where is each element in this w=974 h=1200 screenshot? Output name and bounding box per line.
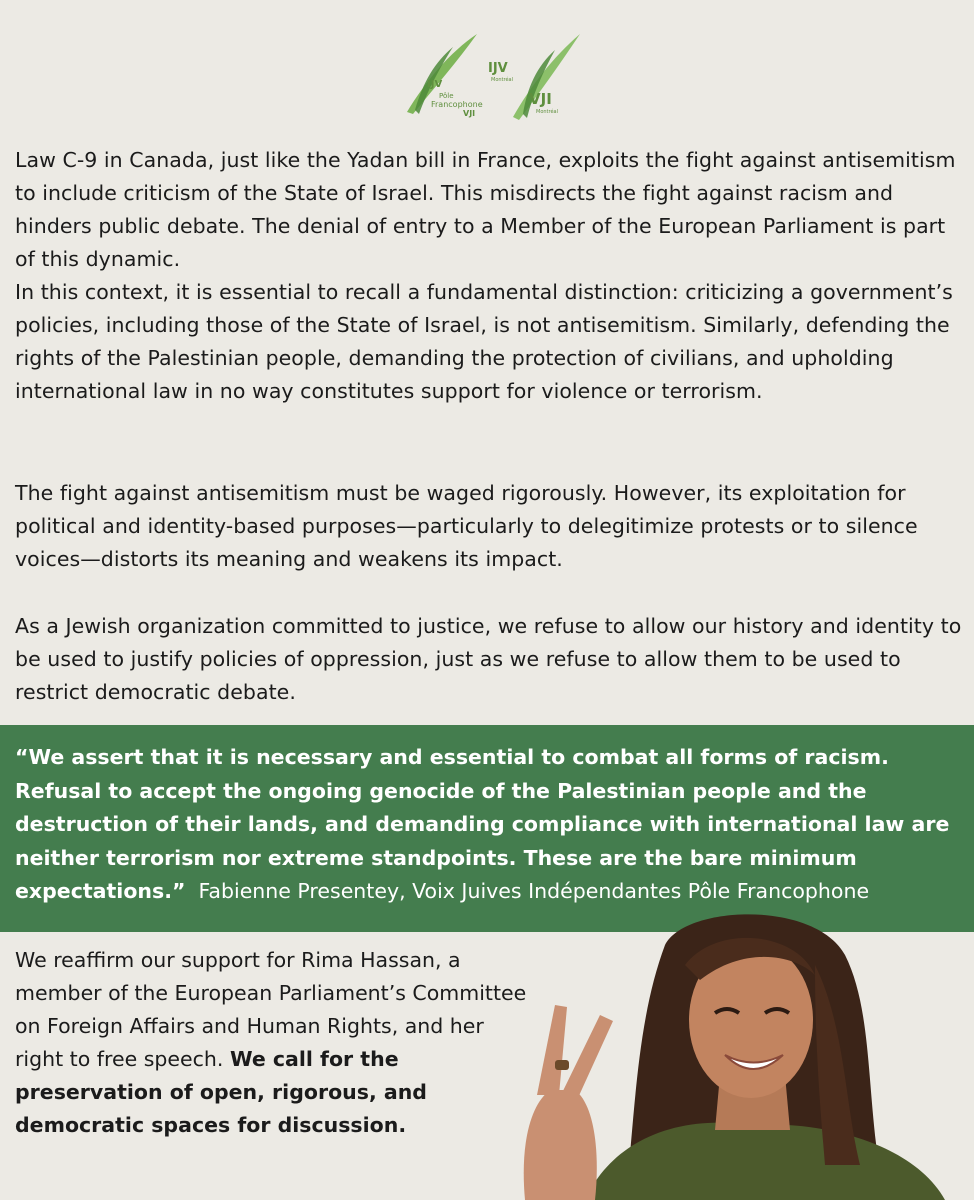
intro-text-part1: Law C-9 in Canada, just like the Yadan bill in France, exploits the fight against antisemitism to include criticism of the State of Israel. This misdirects the fight against racism and hinders public debate. The denial of entry to a Member of the European Parliament is part of this dynamic. <box>15 148 956 271</box>
quote-block <box>15 741 965 909</box>
quote-text: “We assert that it is necessary and essential to combat all forms of racism. Refusal to accept the ongoing genocide of the Palestinian people and the destruction of their lands, and demanding compliance with international law are neither terrorism nor extreme standpoints. These are the bare minimum expectations.” <box>15 745 950 903</box>
logo-right-acronym-bottom: VJI <box>529 90 552 108</box>
intro-text-part2: In this context, it is essential to recall a fundamental distinction: criticizing a government’s policies, including those of the State of Israel, is not antisemitism. Similarly, defending the rights of the Palestinian people, demanding the protection of civilians, and upholding international law in no way constitutes support for violence or terrorism. <box>15 280 953 403</box>
organization-logos <box>395 22 595 132</box>
logo-right-acronym-top: IJV <box>488 61 508 76</box>
closing-regular-text: We reaffirm our support for Rima Hassan, a member of the European Parliament’s Committee on Foreign Affairs and Human Rights, and her right to free speech. <box>15 948 527 1071</box>
portrait-photo <box>515 905 974 1200</box>
quote-banner <box>0 725 974 932</box>
closing-paragraph <box>15 944 535 1142</box>
logo-right-small-top: Montréal <box>491 77 513 83</box>
logo-left-line3: VJI <box>463 109 476 118</box>
closing-bold-text: We call for the preservation of open, rigorous, and democratic spaces for discussion. <box>15 1047 427 1137</box>
logo-left-line1: Pôle <box>439 92 454 100</box>
quote-author: Fabienne Presentey, Voix Juives Indépendantes Pôle Francophone <box>198 879 870 903</box>
logo-left-acronym: IJV <box>427 79 443 90</box>
intro-paragraph <box>15 144 970 408</box>
organization-paragraph: As a Jewish organization committed to justice, we refuse to allow our history and identity to be used to justify policies of oppression, just as we refuse to allow them to be used to restrict democratic debate. <box>15 614 962 704</box>
logo-left-line2: Francophone <box>431 100 483 109</box>
logo-right-small-bottom: Montréal <box>536 109 558 115</box>
antisemitism-paragraph: The fight against antisemitism must be waged rigorously. However, its exploitation for political and identity-based purposes—particularly to delegitimize protests or to silence voices—distorts its meaning and weakens its impact. <box>15 481 918 571</box>
